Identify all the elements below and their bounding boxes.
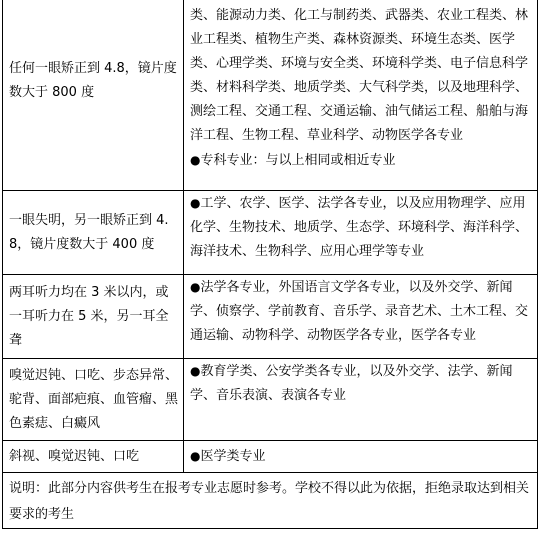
majors-text: 类、能源动力类、化工与制药类、武器类、农业工程类、林业工程类、植物生产类、森林资源类、环境生态类、医学类、心理学类、环境与安全类、环境科学类、电子信息科学类、材料科学类、地质学类、大气科学类，以及地理科学、测绘工程、交通工程、交通运输、油气储运工程、船舶与海洋工程、生物工程、草业科学、动物医学各专业 <box>190 8 529 143</box>
majors-line <box>190 359 533 408</box>
restriction-table <box>2 0 538 529</box>
majors-line <box>190 0 533 148</box>
table-row <box>3 441 538 473</box>
condition-cell: 两耳听力均在 3 米以内，或一耳听力在 5 米，另一耳全聋 <box>3 275 184 359</box>
bullet-icon: ● <box>190 280 201 294</box>
bullet-icon: ● <box>190 364 201 378</box>
table-row <box>3 359 538 441</box>
note-cell: 说明：此部分内容供考生在报考专业志愿时参考。学校不得以此为依据，拒绝录取达到相关要求的考生 <box>3 473 538 529</box>
majors-cell <box>184 0 538 191</box>
bullet-icon: ● <box>190 449 201 463</box>
table-row <box>3 275 538 359</box>
majors-text: 医学类专业 <box>200 449 266 464</box>
majors-line <box>190 148 533 173</box>
majors-cell <box>184 441 538 473</box>
condition-cell: 斜视、嗅觉迟钝、口吃 <box>3 441 184 473</box>
majors-text: 法学各专业，外国语言文学各专业，以及外交学、新闻学、侦察学、学前教育、音乐学、录音艺术、土木工程、交通运输、动物科学、动物医学各专业，医学各专业 <box>190 280 529 343</box>
majors-cell <box>184 275 538 359</box>
condition-cell: 一眼失明，另一眼矫正到 4.8，镜片度数大于 400 度 <box>3 191 184 275</box>
condition-cell: 任何一眼矫正到 4.8，镜片度数大于 800 度 <box>3 0 184 191</box>
majors-line <box>190 191 533 264</box>
bullet-icon: ● <box>190 196 201 210</box>
majors-line <box>190 275 533 348</box>
condition-cell: 嗅觉迟钝、口吃、步态异常、驼背、面部疤痕、血管瘤、黑色素痣、白癜风 <box>3 359 184 441</box>
majors-text: 工学、农学、医学、法学各专业，以及应用物理学、应用化学、生物技术、地质学、生态学、环境科学、海洋科学、海洋技术、生物科学、应用心理学等专业 <box>190 196 529 259</box>
majors-cell <box>184 359 538 441</box>
majors-text: 教育学类、公安学类各专业，以及外交学、法学、新闻学、音乐表演、表演各专业 <box>190 364 513 403</box>
majors-text: 专科专业：与以上相同或相近专业 <box>200 153 396 168</box>
majors-line <box>190 444 533 469</box>
table-row <box>3 473 538 529</box>
bullet-icon: ● <box>190 153 201 167</box>
majors-cell <box>184 191 538 275</box>
table-row <box>3 0 538 191</box>
table-row <box>3 191 538 275</box>
